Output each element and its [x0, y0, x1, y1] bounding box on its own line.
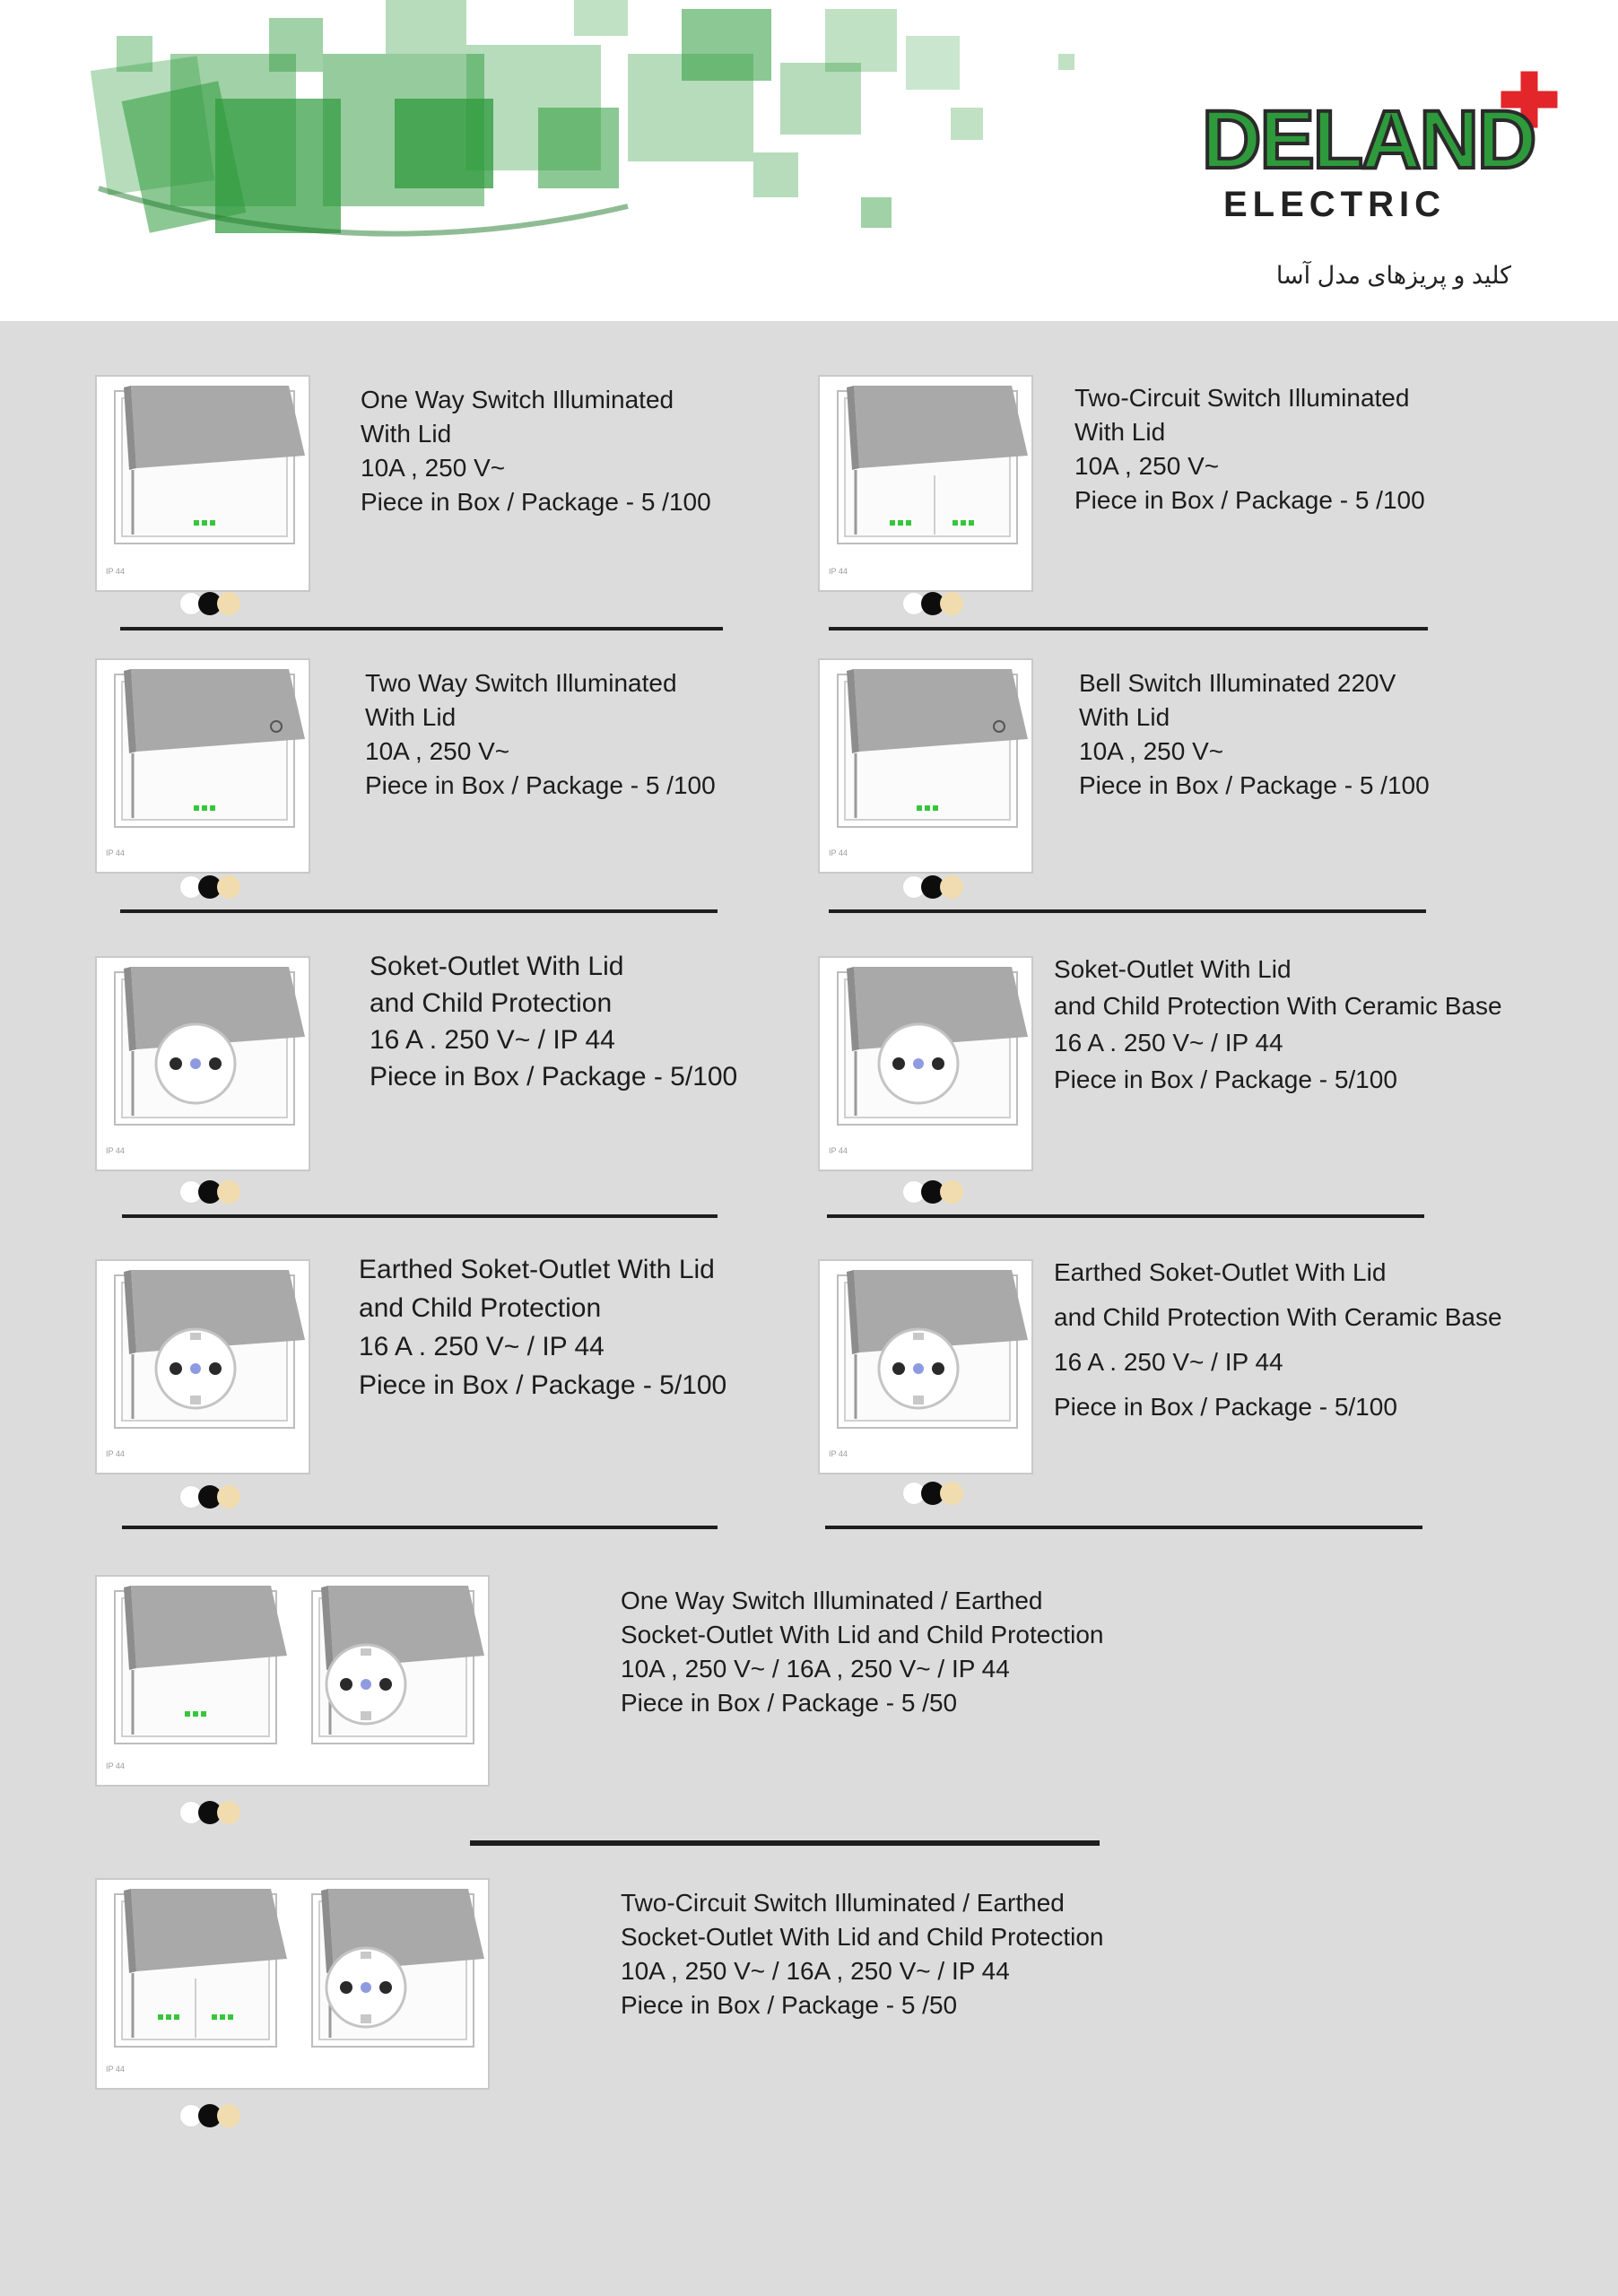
product-description-line: With Lid	[1079, 703, 1170, 731]
logo-wordmark: DELAND	[1202, 94, 1535, 186]
product-image	[95, 1878, 490, 2090]
product-description-line: Soket-Outlet With Lid	[1054, 955, 1292, 983]
product-description	[621, 1886, 1103, 2022]
color-options	[179, 1801, 251, 1826]
product-description-line: One Way Switch Illuminated	[361, 386, 674, 413]
svg-text:IP 44: IP 44	[829, 1449, 848, 1458]
product-description-line: Socket-Outlet With Lid and Child Protection	[621, 1621, 1104, 1648]
product-description-line: and Child Protection	[359, 1293, 602, 1323]
product-description-line: With Lid	[361, 420, 452, 448]
product-description-line: Piece in Box / Package - 5 /100	[1079, 771, 1430, 799]
color-swatch-cream	[217, 1801, 240, 1824]
color-swatch-cream	[217, 2104, 240, 2127]
color-options	[179, 1485, 251, 1510]
product-description	[365, 666, 716, 803]
product-description-line: and Child Protection	[370, 988, 613, 1018]
product-image	[818, 956, 1033, 1171]
color-swatch-cream	[940, 592, 963, 615]
product-description-line: and Child Protection With Ceramic Base	[1054, 992, 1502, 1020]
color-options	[902, 875, 974, 900]
product-description	[1079, 666, 1430, 803]
divider	[120, 627, 723, 631]
product-image	[95, 375, 310, 592]
product-description	[370, 948, 737, 1095]
product-description	[1054, 1250, 1502, 1430]
svg-text:IP 44: IP 44	[829, 848, 848, 857]
color-options	[179, 875, 251, 900]
color-options	[902, 1482, 974, 1507]
product-description-line: 10A , 250 V~ / 16A , 250 V~ / IP 44	[621, 1957, 1010, 1985]
svg-text:IP 44: IP 44	[829, 567, 848, 576]
product-description-line: With Lid	[1074, 418, 1166, 446]
product-description-line: Piece in Box / Package - 5 /50	[621, 1689, 958, 1717]
product-description-line: Socket-Outlet With Lid and Child Protection	[621, 1923, 1104, 1951]
product-description-line: Earthed Soket-Outlet With Lid	[359, 1255, 715, 1284]
product-description	[1054, 951, 1502, 1098]
product-image	[95, 956, 310, 1171]
color-options	[902, 1180, 974, 1205]
svg-text:IP 44: IP 44	[106, 848, 125, 857]
product-description-line: Two-Circuit Switch Illuminated / Earthed	[621, 1889, 1065, 1917]
product-description-line: Piece in Box / Package - 5 /100	[365, 771, 716, 799]
product-description-line: Piece in Box / Package - 5/100	[1054, 1065, 1397, 1093]
svg-text:IP 44: IP 44	[106, 567, 125, 576]
product-description	[361, 383, 711, 519]
svg-text:IP 44: IP 44	[106, 1761, 125, 1770]
product-description-line: 16 A . 250 V~ / IP 44	[1054, 1348, 1283, 1376]
product-description	[1074, 381, 1425, 517]
product-description-line: Piece in Box / Package - 5/100	[1054, 1393, 1397, 1421]
product-description	[621, 1584, 1103, 1720]
product-description-line: Piece in Box / Package - 5/100	[359, 1370, 727, 1400]
product-description-line: Soket-Outlet With Lid	[370, 952, 624, 981]
divider	[827, 1214, 1424, 1218]
header-banner	[0, 0, 1618, 321]
divider	[829, 627, 1428, 631]
product-description-line: Two Way Switch Illuminated	[365, 669, 677, 697]
green-squares-graphic	[0, 0, 1076, 321]
color-swatch-cream	[940, 1180, 963, 1204]
color-options	[179, 592, 251, 617]
color-options	[179, 1180, 251, 1205]
product-description-line: 16 A . 250 V~ / IP 44	[1054, 1029, 1283, 1057]
product-description-line: Piece in Box / Package - 5 /50	[621, 1991, 958, 2019]
divider	[120, 909, 718, 913]
divider	[122, 1526, 718, 1529]
color-swatch-cream	[217, 1180, 240, 1204]
deland-logo	[1193, 63, 1570, 233]
product-description-line: Piece in Box / Package - 5 /100	[1074, 486, 1425, 514]
product-description-line: 16 A . 250 V~ / IP 44	[359, 1332, 605, 1361]
product-description-line: Piece in Box / Package - 5 /100	[361, 488, 711, 516]
svg-text:IP 44: IP 44	[106, 2065, 125, 2074]
product-image	[818, 658, 1033, 874]
product-description-line: With Lid	[365, 703, 457, 731]
svg-text:IP 44: IP 44	[829, 1146, 848, 1155]
divider	[825, 1526, 1422, 1529]
divider	[829, 909, 1426, 913]
svg-text:IP 44: IP 44	[106, 1449, 125, 1458]
product-description-line: 10A , 250 V~	[365, 737, 510, 765]
product-description-line: Bell Switch Illuminated 220V	[1079, 669, 1396, 697]
product-image	[95, 658, 310, 874]
product-image	[818, 375, 1033, 592]
product-description-line: 10A , 250 V~	[1074, 452, 1220, 480]
product-description-line: Two-Circuit Switch Illuminated	[1074, 384, 1410, 412]
color-swatch-cream	[217, 1485, 240, 1509]
product-description-line: 10A , 250 V~	[361, 454, 506, 482]
color-swatch-cream	[940, 1482, 963, 1505]
product-description-line: 16 A . 250 V~ / IP 44	[370, 1025, 615, 1055]
color-swatch-cream	[940, 875, 963, 899]
logo-subtitle: ELECTRIC	[1223, 185, 1446, 224]
color-swatch-cream	[217, 592, 240, 615]
product-image	[95, 1575, 490, 1787]
product-image	[95, 1259, 310, 1474]
product-image	[818, 1259, 1033, 1474]
persian-title: کلید و پریزهای مدل آسا	[1275, 262, 1511, 289]
product-description-line: and Child Protection With Ceramic Base	[1054, 1303, 1502, 1331]
divider	[470, 1840, 1100, 1846]
product-description-line: 10A , 250 V~	[1079, 737, 1224, 765]
product-description-line: Earthed Soket-Outlet With Lid	[1054, 1258, 1387, 1286]
product-description-line: Piece in Box / Package - 5/100	[370, 1062, 738, 1091]
color-swatch-cream	[217, 875, 240, 899]
divider	[122, 1214, 718, 1218]
svg-text:IP 44: IP 44	[106, 1146, 125, 1155]
color-options	[179, 2104, 251, 2129]
product-description	[359, 1250, 726, 1405]
product-description-line: One Way Switch Illuminated / Earthed	[621, 1587, 1043, 1614]
product-description-line: 10A , 250 V~ / 16A , 250 V~ / IP 44	[621, 1655, 1010, 1683]
color-options	[902, 592, 974, 617]
